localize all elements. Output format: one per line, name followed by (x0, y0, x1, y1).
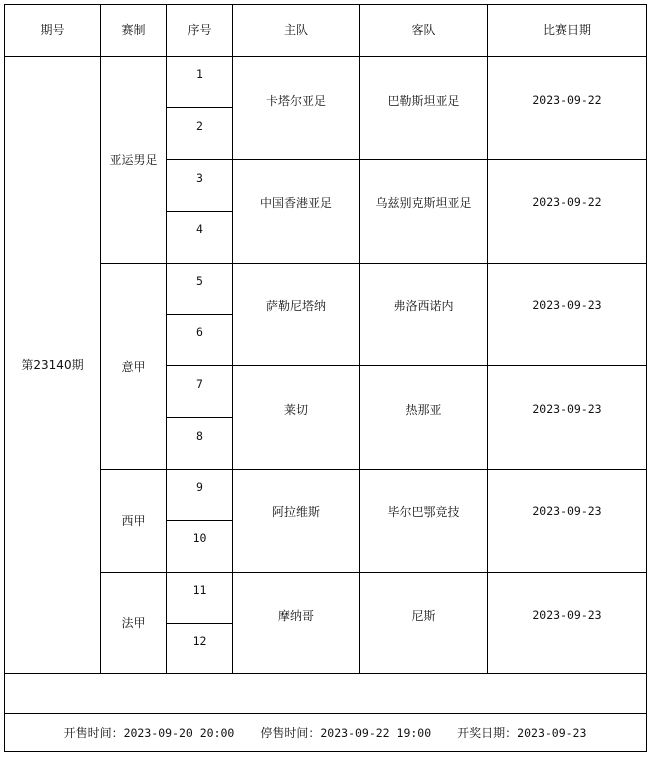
away-team: 弗洛西诺内 (393, 299, 454, 313)
league-asian-games: 亚运男足 (109, 153, 158, 167)
col-divider (359, 4, 360, 674)
home-team: 摩纳哥 (277, 609, 314, 623)
draw-date (457, 724, 586, 741)
header-period: 期号 (40, 23, 65, 37)
away-team: 热那亚 (405, 403, 442, 417)
home-team: 萨勒尼塔纳 (265, 299, 326, 313)
seq-divider (166, 107, 233, 108)
away-team: 巴勒斯坦亚足 (387, 94, 460, 108)
match-date: 2023-09-23 (532, 298, 602, 313)
period-value: 第23140期 (21, 358, 84, 372)
home-team: 卡塔尔亚足 (265, 94, 326, 108)
sale-stop-value: 2023-09-22 19:00 (320, 725, 432, 740)
sale-stop-label: 停售时间： (260, 726, 321, 740)
seq-divider (166, 314, 233, 315)
seq-number: 5 (196, 274, 203, 289)
seq-number: 10 (192, 531, 207, 546)
sale-start-value: 2023-09-20 20:00 (123, 725, 235, 740)
col-divider (166, 4, 167, 674)
header-away: 客队 (411, 23, 436, 37)
league-la-liga: 西甲 (121, 514, 146, 528)
group-divider (100, 572, 647, 573)
seq-divider (166, 520, 233, 521)
border-left (4, 4, 5, 752)
group-divider (100, 469, 647, 470)
col-divider (100, 4, 101, 674)
away-team: 毕尔巴鄂竞技 (387, 505, 460, 519)
match-date: 2023-09-23 (532, 402, 602, 417)
league-serie-a: 意甲 (121, 359, 146, 374)
seq-number: 7 (196, 377, 203, 392)
header-seq: 序号 (187, 23, 212, 37)
seq-number: 6 (196, 325, 203, 340)
sale-start-label: 开售时间： (63, 726, 124, 740)
match-divider (166, 365, 647, 366)
seq-number: 11 (192, 583, 207, 598)
league-ligue-1: 法甲 (121, 616, 146, 630)
match-divider (166, 159, 647, 160)
match-date: 2023-09-23 (532, 608, 602, 623)
draw-date-value: 2023-09-23 (517, 725, 587, 740)
border-right (646, 4, 647, 752)
col-divider (487, 4, 488, 674)
sale-start (64, 724, 235, 741)
match-date: 2023-09-22 (532, 195, 602, 210)
home-team: 莱切 (283, 403, 308, 417)
header-league: 赛制 (121, 23, 146, 37)
border-bottom (4, 751, 647, 752)
home-team: 中国香港亚足 (259, 196, 332, 210)
away-team: 乌兹别克斯坦亚足 (375, 196, 472, 210)
seq-divider (166, 417, 233, 418)
header-home: 主队 (283, 23, 308, 37)
draw-date-label: 开奖日期： (457, 726, 518, 740)
seq-number: 9 (196, 480, 203, 495)
seq-number: 8 (196, 429, 203, 444)
seq-number: 1 (196, 67, 203, 82)
seq-divider (166, 623, 233, 624)
match-date: 2023-09-22 (532, 93, 602, 108)
seq-number: 3 (196, 171, 203, 186)
home-team: 阿拉维斯 (271, 505, 320, 519)
header-date: 比赛日期 (542, 23, 591, 37)
col-divider (232, 4, 233, 674)
seq-number: 4 (196, 222, 203, 237)
match-date: 2023-09-23 (532, 504, 602, 519)
seq-divider (166, 211, 233, 212)
seq-number: 2 (196, 119, 203, 134)
sale-stop (260, 724, 431, 741)
seq-number: 12 (192, 634, 207, 649)
group-divider (100, 263, 647, 264)
sale-info-footer (4, 714, 646, 751)
footer-divider (4, 713, 647, 714)
away-team: 尼斯 (411, 609, 436, 623)
